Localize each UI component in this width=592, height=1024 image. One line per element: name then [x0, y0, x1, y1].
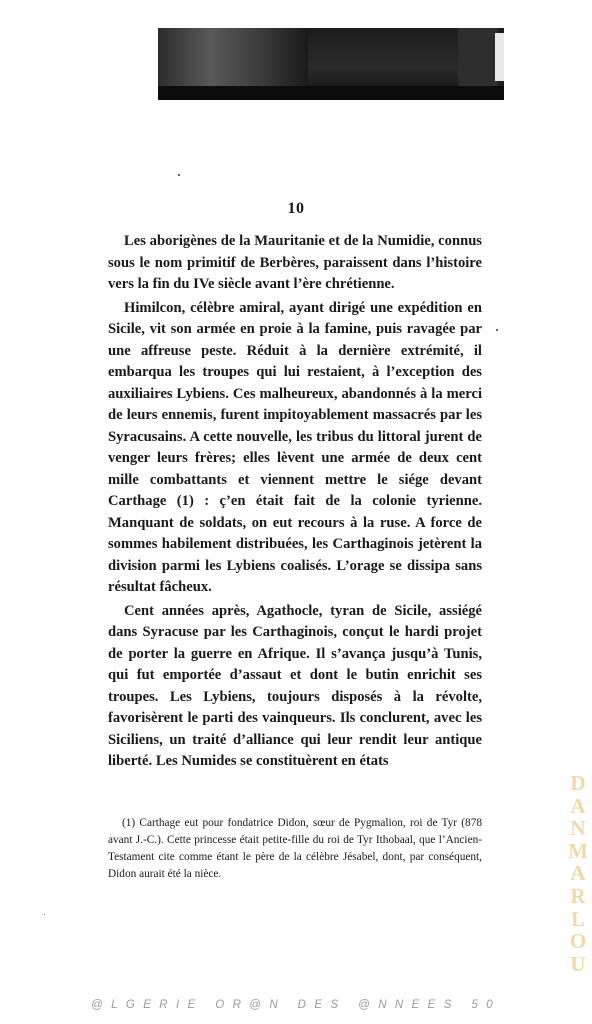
watermark-letter: D [570, 771, 586, 795]
watermark-letter: A [570, 793, 586, 818]
header-band-block-light [495, 33, 504, 81]
footnote-text: (1) Carthage eut pour fondatrice Didon, sœur de Pygmalion, roi de Tyr (878 avant J.-C.). Cette princesse était petite-fille du roi de Tyr Ithobaal, que l’Ancien-Testament cite comme étant le père de la célèbre Jésabel, dont, par conséquent, Didon aurait été la nièce. [108, 817, 482, 880]
header-band-bottom-strip [158, 86, 504, 100]
watermark-letter: U [570, 951, 586, 976]
page-number: 10 [287, 200, 305, 217]
watermark-letter: M [568, 838, 588, 863]
header-scan-band [158, 28, 504, 100]
footnote [108, 815, 482, 883]
watermark-letter: N [570, 816, 586, 841]
watermark-letter: L [570, 906, 585, 931]
scan-speck [496, 329, 498, 331]
paragraph: Les aborigènes de la Mauritanie et de la Numidie, connus sous le nom primitif de Berbères, paraissent dans l’histoire vers la fin du IVe siècle avant l’ère chrétienne. [108, 233, 482, 292]
paragraph: Himilcon, célèbre amiral, ayant dirigé une expédition en Sicile, vit son armée en proie à la famine, puis ravagée par une affreuse peste. Réduit à la dernière extrémité, il embarqua les troupes qui lui restaient, à l’exception des auxiliaires Lybiens. Ces malheureux, abandonnés à la merci de leurs ennemis, furent impitoyablement massacrés par les Syracusains. A cette nouvelle, les tribus du littoral jurent de venger leurs frères; elles lèvent une armée de deux cent mille combattants et viennent mettre le siége devant Carthage (1) : ç’en était fait de la colonie tyrienne. Manquant de soldats, on eut recours à la ruse. A force de sommes habilement distribuées, les Carthaginois jetèrent la division parmi les Lybiens coalisés. L’orage se dissipa sans résultat fâcheux. [108, 299, 482, 595]
watermark-vertical [567, 772, 589, 975]
watermark-bottom: @LGERIE OR@N DES @NNEES 50 [91, 999, 501, 1011]
scan-speck [44, 914, 45, 915]
watermark-letter: R [570, 883, 586, 908]
watermark-letter: A [570, 861, 586, 886]
body-text [108, 231, 482, 773]
paragraph: Cent années après, Agathocle, tyran de Sicile, assiégé dans Syracuse par les Carthaginois, conçut le hardi projet de porter la guerre en Afrique. Il s’avança jusqu’à Tunis, qui fut emportée d’assaut et dont le butin enrichit ses troupes. Les Lybiens, toujours disposés à la révolte, favorisèrent le parti des vainqueurs. Ils conclurent, avec les Siciliens, un traité d’alliance qui leur rendit leur antique liberté. Les Numides se constituèrent en états [108, 602, 482, 769]
scan-speck [178, 174, 180, 176]
watermark-letter: O [569, 929, 587, 954]
